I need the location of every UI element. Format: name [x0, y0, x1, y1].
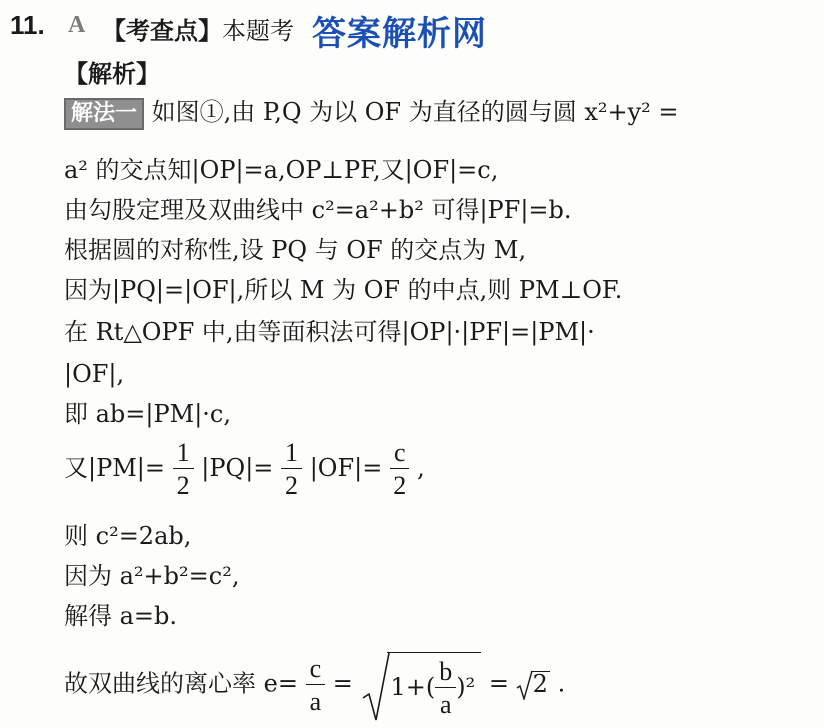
- solution-line-11: 因为 a²+b²=c²,: [64, 562, 240, 590]
- solution-line-5: 因为|PQ|=|OF|,所以 M 为 OF 的中点,则 PM⊥OF.: [64, 276, 623, 304]
- fraction-b-over-a: $\frac{b}{a}$: [435, 659, 456, 718]
- sqrt-expression: [361, 652, 482, 718]
- solution-line-1: [64, 98, 679, 130]
- line-13-end: .: [557, 669, 566, 698]
- solution-line-13: [64, 652, 565, 718]
- solution-line-4: 根据圆的对称性,设 PQ 与 OF 的交点为 M,: [64, 236, 527, 264]
- sqrt-inner-prefix: 1+(: [390, 673, 436, 701]
- small-radical-icon: [516, 670, 533, 700]
- fraction-half-1: $\frac{1}{2}$: [173, 440, 194, 499]
- sqrt-two: 2: [531, 671, 550, 696]
- equals-sign: =: [332, 669, 353, 698]
- solution-line-2: a² 的交点知|OP|=a,OP⊥PF,又|OF|=c,: [64, 156, 499, 184]
- solution-line-7: |OF|,: [64, 360, 125, 388]
- line-9-mid-2: |OF|=: [309, 454, 383, 482]
- point-text: 本题考: [222, 17, 294, 45]
- answer-letter: A: [68, 12, 86, 38]
- fraction-c-over-a: $\frac{c}{a}$: [306, 656, 326, 715]
- line-1-text: 如图①,由 P,Q 为以 OF 为直径的圆与圆 x²+y² =: [151, 98, 679, 126]
- line-13-prefix: 故双曲线的离心率 e=: [64, 669, 298, 698]
- watermark: 答案解析网: [312, 14, 487, 54]
- solution-line-10: 则 c²=2ab,: [64, 522, 192, 550]
- result-equals: =: [488, 669, 510, 698]
- solution-line-9: [64, 440, 425, 499]
- section-title: 【解析】: [64, 60, 160, 88]
- point-label: 【考查点】: [102, 17, 222, 45]
- method-badge: 解法一: [64, 98, 144, 130]
- point-header: [102, 11, 294, 46]
- radical-sign-icon: [361, 652, 391, 724]
- solution-line-8: 即 ab=|PM|·c,: [64, 400, 232, 428]
- fraction-c-over-2: $\frac{c}{2}$: [390, 440, 410, 499]
- solution-line-3: 由勾股定理及双曲线中 c²=a²+b² 可得|PF|=b.: [64, 196, 572, 224]
- line-9-prefix: 又|PM|=: [64, 454, 166, 482]
- line-9-end: ,: [417, 454, 425, 482]
- question-number: 11.: [10, 10, 45, 40]
- line-9-mid-1: |PQ|=: [201, 454, 274, 482]
- fraction-half-2: $\frac{1}{2}$: [281, 440, 302, 499]
- solution-line-6: 在 Rt△OPF 中,由等面积法可得|OP|·|PF|=|PM|·: [64, 318, 595, 346]
- solution-line-12: 解得 a=b.: [64, 602, 178, 630]
- sqrt-inner-suffix: )²: [456, 673, 476, 701]
